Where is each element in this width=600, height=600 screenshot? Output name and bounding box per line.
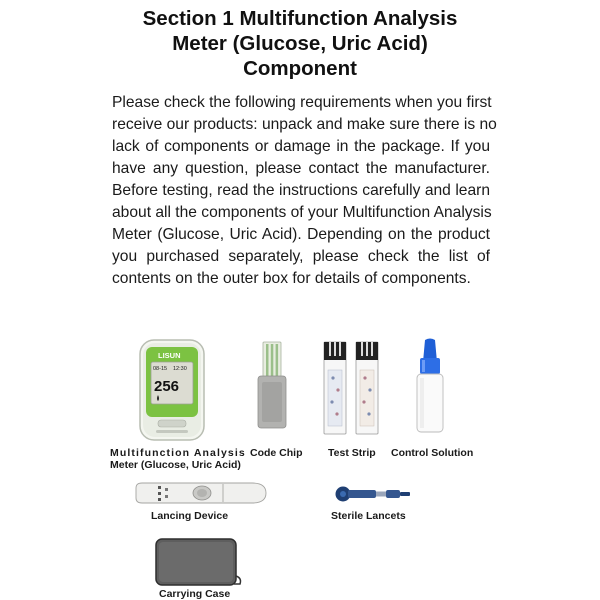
caption-meter-line-1: Multifunction Analysis [110,447,246,459]
intro-line: Meter (Glucose, Uric Acid). Depending on the product [112,226,490,243]
intro-line: about all the components of your Multifunction Analysis [112,204,492,221]
intro-line: Please check the following requirements when you first [112,94,492,111]
intro-paragraph [112,92,497,290]
caption-meter-line-2: Meter (Glucose, Uric Acid) [110,459,241,471]
meter-illustration [138,338,206,442]
caption-control-solution: Control Solution [391,447,474,459]
caption-test-strip: Test Strip [328,447,376,459]
test-strip-illustration [320,340,382,436]
caption-sterile-lancets: Sterile Lancets [331,510,406,522]
meter-brand: LISUN [158,351,181,360]
intro-line: you purchased separately, please check the list of [112,248,490,265]
control-solution-illustration [410,336,450,436]
caption-lancing-device: Lancing Device [151,510,229,522]
title-line-3: Component [243,57,357,80]
caption-code-chip: Code Chip [250,447,303,459]
intro-line: Before testing, read the instructions carefully and learn [112,182,490,199]
carrying-case-illustration [152,536,244,588]
caption-carrying-case: Carrying Case [159,588,231,600]
intro-line: contents on the outer box for details of components. [112,270,471,287]
meter-date: 08-15 [153,366,168,372]
title-line-2: Meter (Glucose, Uric Acid) [172,32,428,55]
intro-line: receive our products: unpack and make sure there is no [112,116,497,133]
intro-line: lack of components or damage in the package. If you [112,138,490,155]
meter-time: 12:30 [173,366,187,372]
page-title [0,6,600,81]
sterile-lancets-illustration [334,484,414,504]
lancing-device-illustration [132,480,270,506]
code-chip-illustration [252,340,292,432]
intro-line: have any question, please contact the manufacturer. [112,160,490,177]
meter-reading: 256 [154,378,180,395]
title-line-1: Section 1 Multifunction Analysis [142,7,458,30]
